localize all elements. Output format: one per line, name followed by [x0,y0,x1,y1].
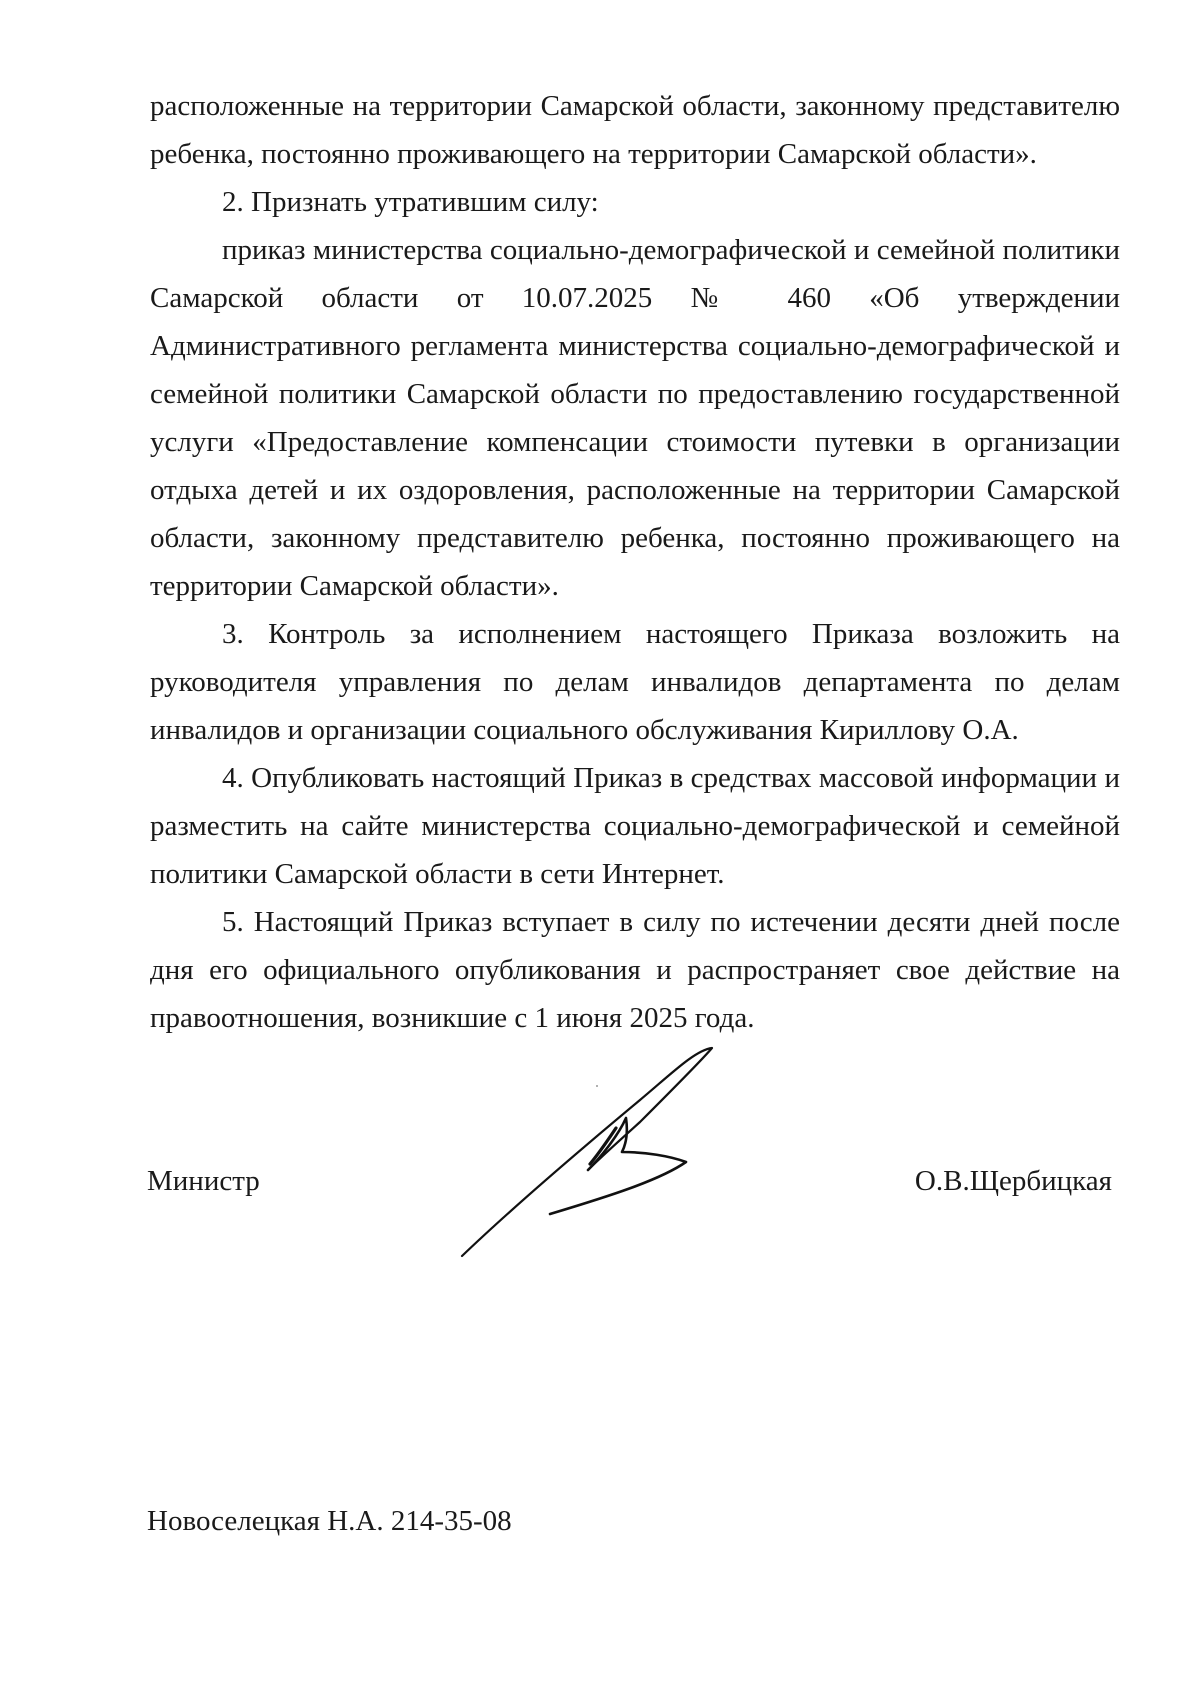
signatory-name: О.В.Щербицкая [914,1165,1112,1197]
paragraph-item-2: 2. Признать утратившим силу: [222,186,599,218]
signature-block [147,1165,1122,1205]
document-body [150,82,1120,1042]
paragraph-repealed-order: приказ министерства социально-демографической и семейной политики Самарской области от 10.07.2025 № 460 «Об утверждении Административного регламента министерства социально-демографической и семейной политики Самарской области по предоставлению государственной услуги «Предоставление компенсации стоимости путевки в организации отдыха детей и их оздоровления, расположенные на территории Самарской области, законному представителю ребенка, постоянно проживающего на территории Самарской области». [150,234,1120,602]
paragraph-item-4: 4. Опубликовать настоящий Приказ в средствах массовой информации и разместить на сайте министерства социально-демографической и семейной политики Самарской области в сети Интернет. [150,762,1120,890]
paragraph-continuation: расположенные на территории Самарской области, законному представителю ребенка, постоянно проживающего на территории Самарской области». [150,90,1120,170]
handwritten-signature [440,1040,740,1270]
signatory-position: Министр [147,1165,260,1197]
paragraph-item-5: 5. Настоящий Приказ вступает в силу по истечении десяти дней после дня его официального опубликования и распространяет свое действие на правоотношения, возникшие с 1 июня 2025 года. [150,906,1120,1034]
paragraph-item-3: 3. Контроль за исполнением настоящего Приказа возложить на руководителя управления по делам инвалидов департамента по делам инвалидов и организации социального обслуживания Кириллову О.А. [150,618,1120,746]
executor-contact: Новоселецкая Н.А. 214-35-08 [147,1505,512,1537]
scan-speck [596,1085,598,1087]
